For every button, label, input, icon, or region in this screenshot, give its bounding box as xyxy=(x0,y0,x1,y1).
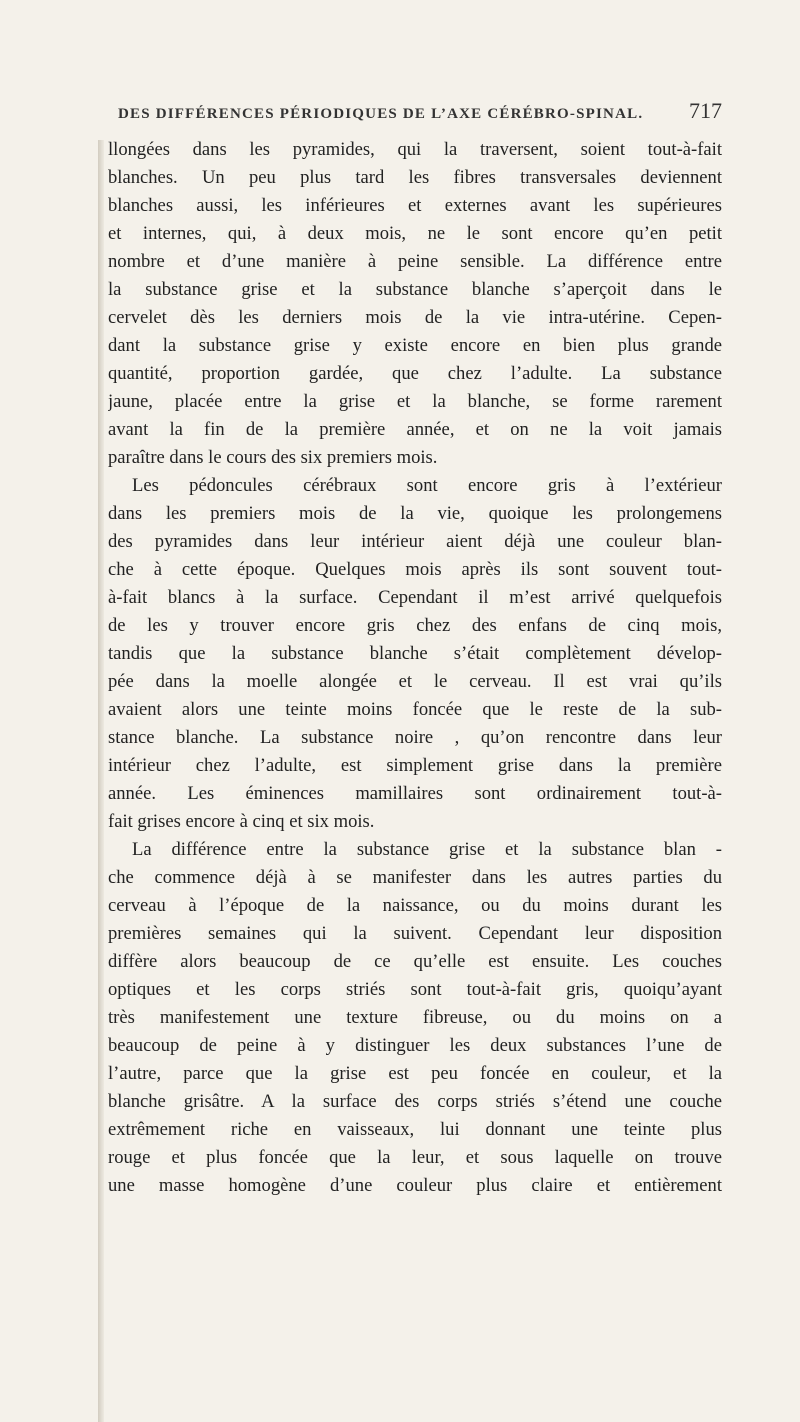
text-line: tandis que la substance blanche s’était complètement dévelop- xyxy=(108,643,722,664)
text-line: très manifestement une texture fibreuse, ou du moins on a xyxy=(108,1007,722,1028)
body-text xyxy=(108,136,722,1200)
text-line: année. Les éminences mamillaires sont ordinairement tout-à- xyxy=(108,783,722,804)
text-line: che commence déjà à se manifester dans les autres parties du xyxy=(108,867,722,888)
text-line: de les y trouver encore gris chez des enfans de cinq mois, xyxy=(108,615,722,636)
text-line: jaune, placée entre la grise et la blanche, se forme rarement xyxy=(108,391,722,412)
paragraph-2 xyxy=(108,472,722,836)
text-line: quantité, proportion gardée, que chez l’adulte. La substance xyxy=(108,363,722,384)
paragraph-3 xyxy=(108,836,722,1200)
text-line: dans les premiers mois de la vie, quoique les prolongemens xyxy=(108,503,722,524)
text-line: l’autre, parce que la grise est peu foncée en couleur, et la xyxy=(108,1063,722,1084)
page-number: 717 xyxy=(689,98,722,123)
text-line: rouge et plus foncée que la leur, et sous laquelle on trouve xyxy=(108,1147,722,1168)
text-line: premières semaines qui la suivent. Cependant leur disposition xyxy=(108,923,722,944)
text-line: Les pédoncules cérébraux sont encore gris à l’extérieur xyxy=(132,475,722,496)
text-line: La différence entre la substance grise et la substance blan - xyxy=(132,839,722,860)
text-line: des pyramides dans leur intérieur aient déjà une couleur blan- xyxy=(108,531,722,552)
text-line: stance blanche. La substance noire , qu’on rencontre dans leur xyxy=(108,727,722,748)
text-line: et internes, qui, à deux mois, ne le sont encore qu’en petit xyxy=(108,223,722,244)
text-line: avant la fin de la première année, et on ne la voit jamais xyxy=(108,419,722,440)
text-line: blanches. Un peu plus tard les fibres transversales deviennent xyxy=(108,167,722,188)
text-line: la substance grise et la substance blanche s’aperçoit dans le xyxy=(108,279,722,300)
text-line: beaucoup de peine à y distinguer les deux substances l’une de xyxy=(108,1035,722,1056)
paragraph-1 xyxy=(108,136,722,472)
text-line: extrêmement riche en vaisseaux, lui donnant une teinte plus xyxy=(108,1119,722,1140)
text-line: che à cette époque. Quelques mois après ils sont souvent tout- xyxy=(108,559,722,580)
binding-shadow xyxy=(98,140,104,1422)
running-head-title: DES DIFFÉRENCES PÉRIODIQUES DE L’AXE CÉRÉBRO-SPINAL. xyxy=(118,106,644,122)
text-line: pée dans la moelle alongée et le cerveau. Il est vrai qu’ils xyxy=(108,671,722,692)
running-head xyxy=(118,98,722,124)
text-line: intérieur chez l’adulte, est simplement grise dans la première xyxy=(108,755,722,776)
text-line: cerveau à l’époque de la naissance, ou du moins durant les xyxy=(108,895,722,916)
text-line: avaient alors une teinte moins foncée que le reste de la sub- xyxy=(108,699,722,720)
text-line: diffère alors beaucoup de ce qu’elle est ensuite. Les couches xyxy=(108,951,722,972)
text-line: optiques et les corps striés sont tout-à-fait gris, quoiqu’ayant xyxy=(108,979,722,1000)
text-line: cervelet dès les derniers mois de la vie intra-utérine. Cepen- xyxy=(108,307,722,328)
text-line: paraître dans le cours des six premiers mois. xyxy=(108,447,438,468)
text-line: nombre et d’une manière à peine sensible. La différence entre xyxy=(108,251,722,272)
text-line: blanche grisâtre. A la surface des corps striés s’étend une couche xyxy=(108,1091,722,1112)
text-line: llongées dans les pyramides, qui la traversent, soient tout-à-fait xyxy=(108,139,722,160)
text-line: à-fait blancs à la surface. Cependant il m’est arrivé quelquefois xyxy=(108,587,722,608)
text-line: dant la substance grise y existe encore en bien plus grande xyxy=(108,335,722,356)
text-line: fait grises encore à cinq et six mois. xyxy=(108,811,375,832)
text-line: blanches aussi, les inférieures et externes avant les supérieures xyxy=(108,195,722,216)
text-line: une masse homogène d’une couleur plus claire et entièrement xyxy=(108,1175,722,1196)
